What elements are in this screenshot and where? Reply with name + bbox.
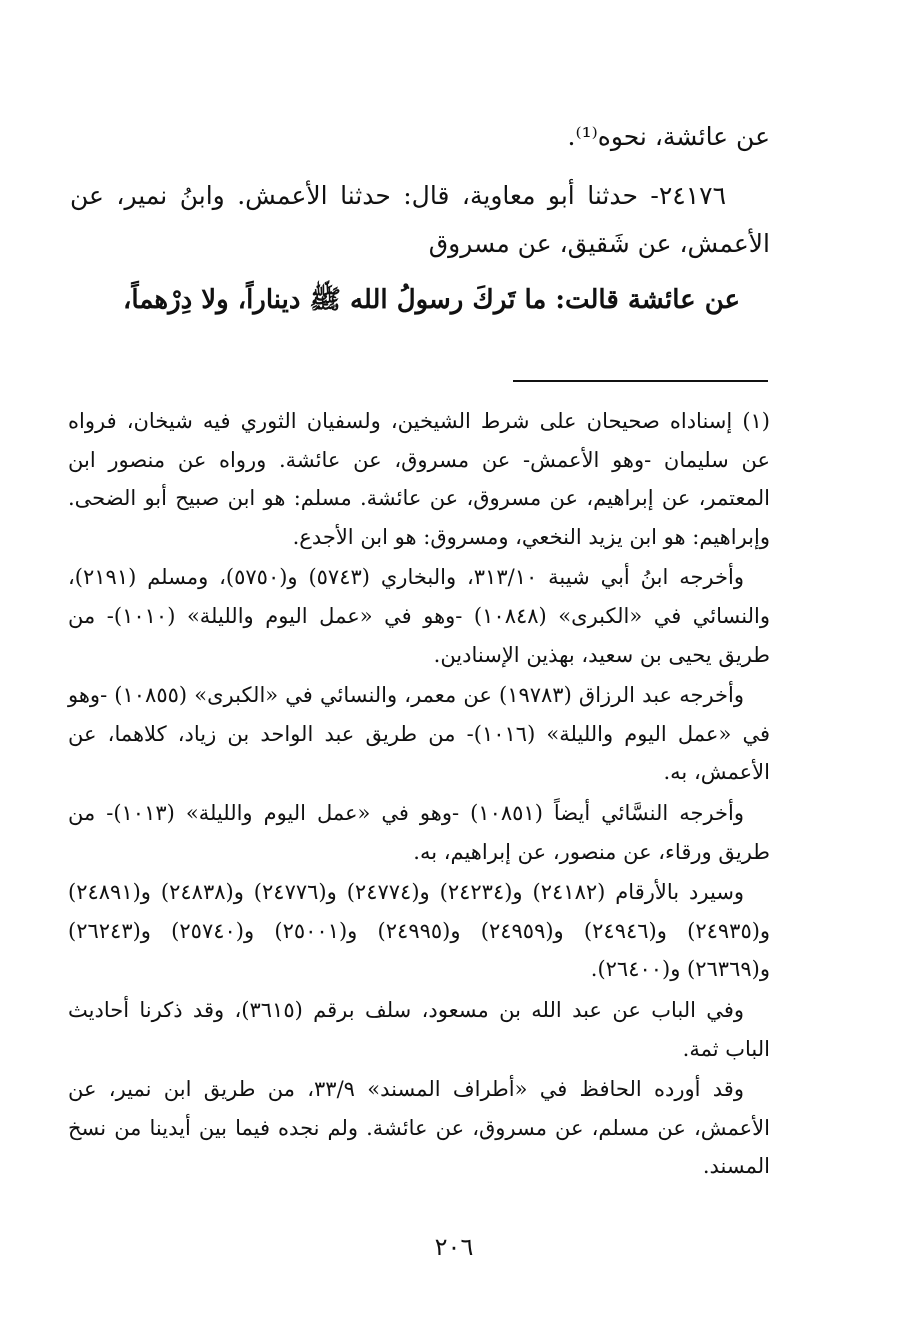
- footnote-separator: [513, 380, 768, 382]
- footnote-paragraph: وأخرجه ابنُ أبي شيبة ٣١٣/١٠، والبخاري (٥٧٤٣) و(٥٧٥٠)، ومسلم (٢١٩١)، والنسائي في «الكبرى» (١٠٨٤٨) -وهو في «عمل اليوم والليلة» (١٠١٠)- من طريق يحيى بن سعيد، بهذين الإسنادين.: [68, 565, 770, 667]
- hadith-isnad: ٢٤١٧٦- حدثنا أبو معاوية، قال: حدثنا الأعمش. وابنُ نمير، عن الأعمش، عن شَقيق، عن مسروق: [70, 181, 770, 258]
- footnotes: [68, 402, 770, 1188]
- footnote-paragraph: (١) إسناداه صحيحان على شرط الشيخين، ولسفيان الثوري فيه شيخان، فرواه عن سليمان -وهو الأعمش- عن مسروق، عن عائشة. ورواه عن منصور ابن المعتمر، عن إبراهيم، عن مسروق، عن عائشة. مسلم: هو ابن صبيح أبو الضحى. وإبراهيم: هو ابن يزيد النخعي، ومسروق: هو ابن الأجدع.: [68, 409, 770, 549]
- page-number: ٢٠٦: [434, 1233, 474, 1261]
- carryover-line: عن عائشة، نحوه⁽¹⁾.: [567, 122, 770, 151]
- footnote-paragraph: وفي الباب عن عبد الله بن مسعود، سلف برقم (٣٦١٥)، وقد ذكرنا أحاديث الباب ثمة.: [68, 997, 770, 1061]
- hadith-header: [70, 172, 770, 268]
- footnote-paragraph: وسيرد بالأرقام (٢٤١٨٢) و(٢٤٢٣٤) و(٢٤٧٧٤) و(٢٤٧٧٦) و(٢٤٨٣٨) و(٢٤٨٩١) و(٢٤٩٣٥) و(٢٤٩٤٦) و(٢٤٩٥٩) و(٢٤٩٩٥) و(٢٥٠٠١) و(٢٥٧٤٠) و(٢٦٢٤٣) و(٢٦٣٦٩) و(٢٦٤٠٠).: [68, 880, 771, 982]
- hadith-matn: عن عائشة قالت: ما تَركَ رسولُ الله ﷺ ديناراً، ولا دِرْهماً،: [123, 285, 740, 315]
- footnote-paragraph: وأخرجه عبد الرزاق (١٩٧٨٣) عن معمر، والنسائي في «الكبرى» (١٠٨٥٥) -وهو في «عمل اليوم والليلة» (١٠١٦)- من طريق عبد الواحد بن زياد، كلاهما، عن الأعمش، به.: [68, 683, 770, 785]
- footnote-paragraph: وقد أورده الحافظ في «أطراف المسند» ٣٣/٩، من طريق ابن نمير، عن الأعمش، عن مسلم، عن مسروق، عن عائشة. ولم نجده فيما بين أيدينا من نسخ المسند.: [68, 1077, 770, 1179]
- footnote-paragraph: وأخرجه النسَّائي أيضاً (١٠٨٥١) -وهو في «عمل اليوم والليلة» (١٠١٣)- من طريق ورقاء، عن منصور، عن إبراهيم، به.: [68, 800, 770, 864]
